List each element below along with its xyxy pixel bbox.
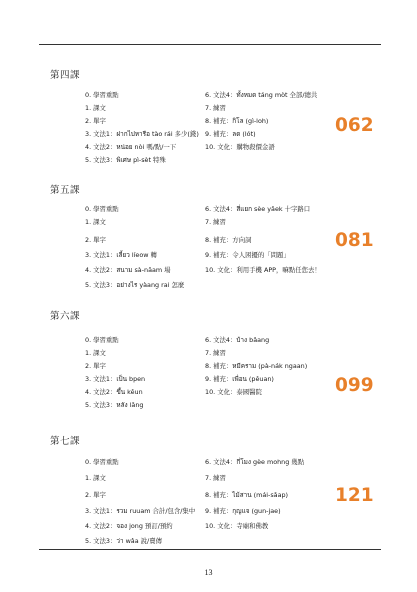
lesson-item: 8. 補充：方向詞 [205,236,252,244]
lesson-item: 2. 單字 [85,236,106,244]
lesson-title: 第七課 [50,436,81,447]
lesson-item: 6. 文法4：ทั้งหมด táng mòt 全部/總共 [205,91,318,99]
lesson-item: 4. 文法2：ขึ้น kêun [85,388,143,396]
lesson-item: 3. 文法1：รวม ruuam 合計/包含/集中 [85,507,196,515]
lesson-item: 5. 文法3：อย่างไร yàang rai 怎麼 [85,281,185,289]
lesson-item: 10. 文化：泰國醫院 [205,388,262,396]
lesson-item: 5. 文法3：ว่า wâa 說/賣傳 [85,537,162,545]
lesson-item: 7. 練習 [205,218,226,226]
lesson-item: 7. 練習 [205,474,226,482]
lesson-item: 1. 課文 [85,474,106,482]
lesson-item: 2. 單字 [85,117,106,125]
lesson-item: 8. 補充：ไม้สาน (mái-sǎap) [205,491,289,499]
lesson-item: 6. 文法4：สี่แยก sèe yǎek 十字路口 [205,205,311,213]
top-rule [39,44,381,45]
lesson-item: 1. 課文 [85,218,106,226]
lesson-title: 第四課 [50,70,81,81]
lesson-item: 2. 單字 [85,362,106,370]
lesson-item: 8. 補充：หมีคราม (pà-nák ngaan) [205,362,308,370]
lesson-item: 6. 文法4：บ้าง bâang [205,336,270,344]
lesson-item: 9. 補充：ลด (lót) [205,130,256,138]
lesson-item: 9. 補充：กุญแจ (gun-jae) [205,507,281,515]
lesson-item: 1. 課文 [85,104,106,112]
lesson-item: 6. 文法4：กี่โมง gèe mohng 幾點 [205,458,305,466]
lesson-item: 4. 文法2：จอง jong 預訂/預約 [85,522,173,530]
lesson-item: 9. 補充：เพื่อน (pêuan) [205,375,274,383]
page-number: 13 [204,568,213,577]
lesson-page-code: 099 [335,375,374,396]
lesson-item: 7. 練習 [205,104,226,112]
lesson-item: 0. 學習重點 [85,336,119,344]
lesson-item: 10. 文化：寺廟和佛教 [205,522,269,530]
lesson-item: 3. 文法1：เป็น bpen [85,375,146,383]
bottom-rule [39,549,381,550]
lesson-item: 5. 文法3：หลัง lǎng [85,401,144,409]
lesson-item: 4. 文法2：หน่อย nòi 嗎/點/一下 [85,143,177,151]
lesson-item: 7. 練習 [205,349,226,357]
lesson-item: 0. 學習重點 [85,205,119,213]
lesson-item: 0. 學習重點 [85,91,119,99]
lesson-page-code: 062 [335,115,374,136]
lesson-item: 10. 文化：購物殺價金語 [205,143,275,151]
lesson-item: 5. 文法3：พิเศษ pì-sèt 特殊 [85,156,166,164]
lesson-item: 2. 單字 [85,491,106,499]
lesson-page-code: 121 [335,485,374,506]
lesson-item: 10. 文化：利用手機 APP，嘛點任您去！ [205,266,321,274]
lesson-item: 0. 學習重點 [85,458,119,466]
lesson-item: 3. 文法1：เลี้ยว líeow 轉 [85,251,157,259]
lesson-item: 8. 補充：กิโล (gì-loh) [205,117,269,125]
lesson-item: 9. 補充：令人困擾的「問題」 [205,251,290,259]
lesson-title: 第五課 [50,185,81,196]
lesson-item: 3. 文法1：ฝากไปหารือ tào rái 多少(錢) [85,130,199,138]
lesson-page-code: 081 [335,230,374,251]
lesson-item: 4. 文法2：สนาม sà-nāam 場 [85,266,171,274]
lesson-item: 1. 課文 [85,349,106,357]
lesson-title: 第六課 [50,311,81,322]
